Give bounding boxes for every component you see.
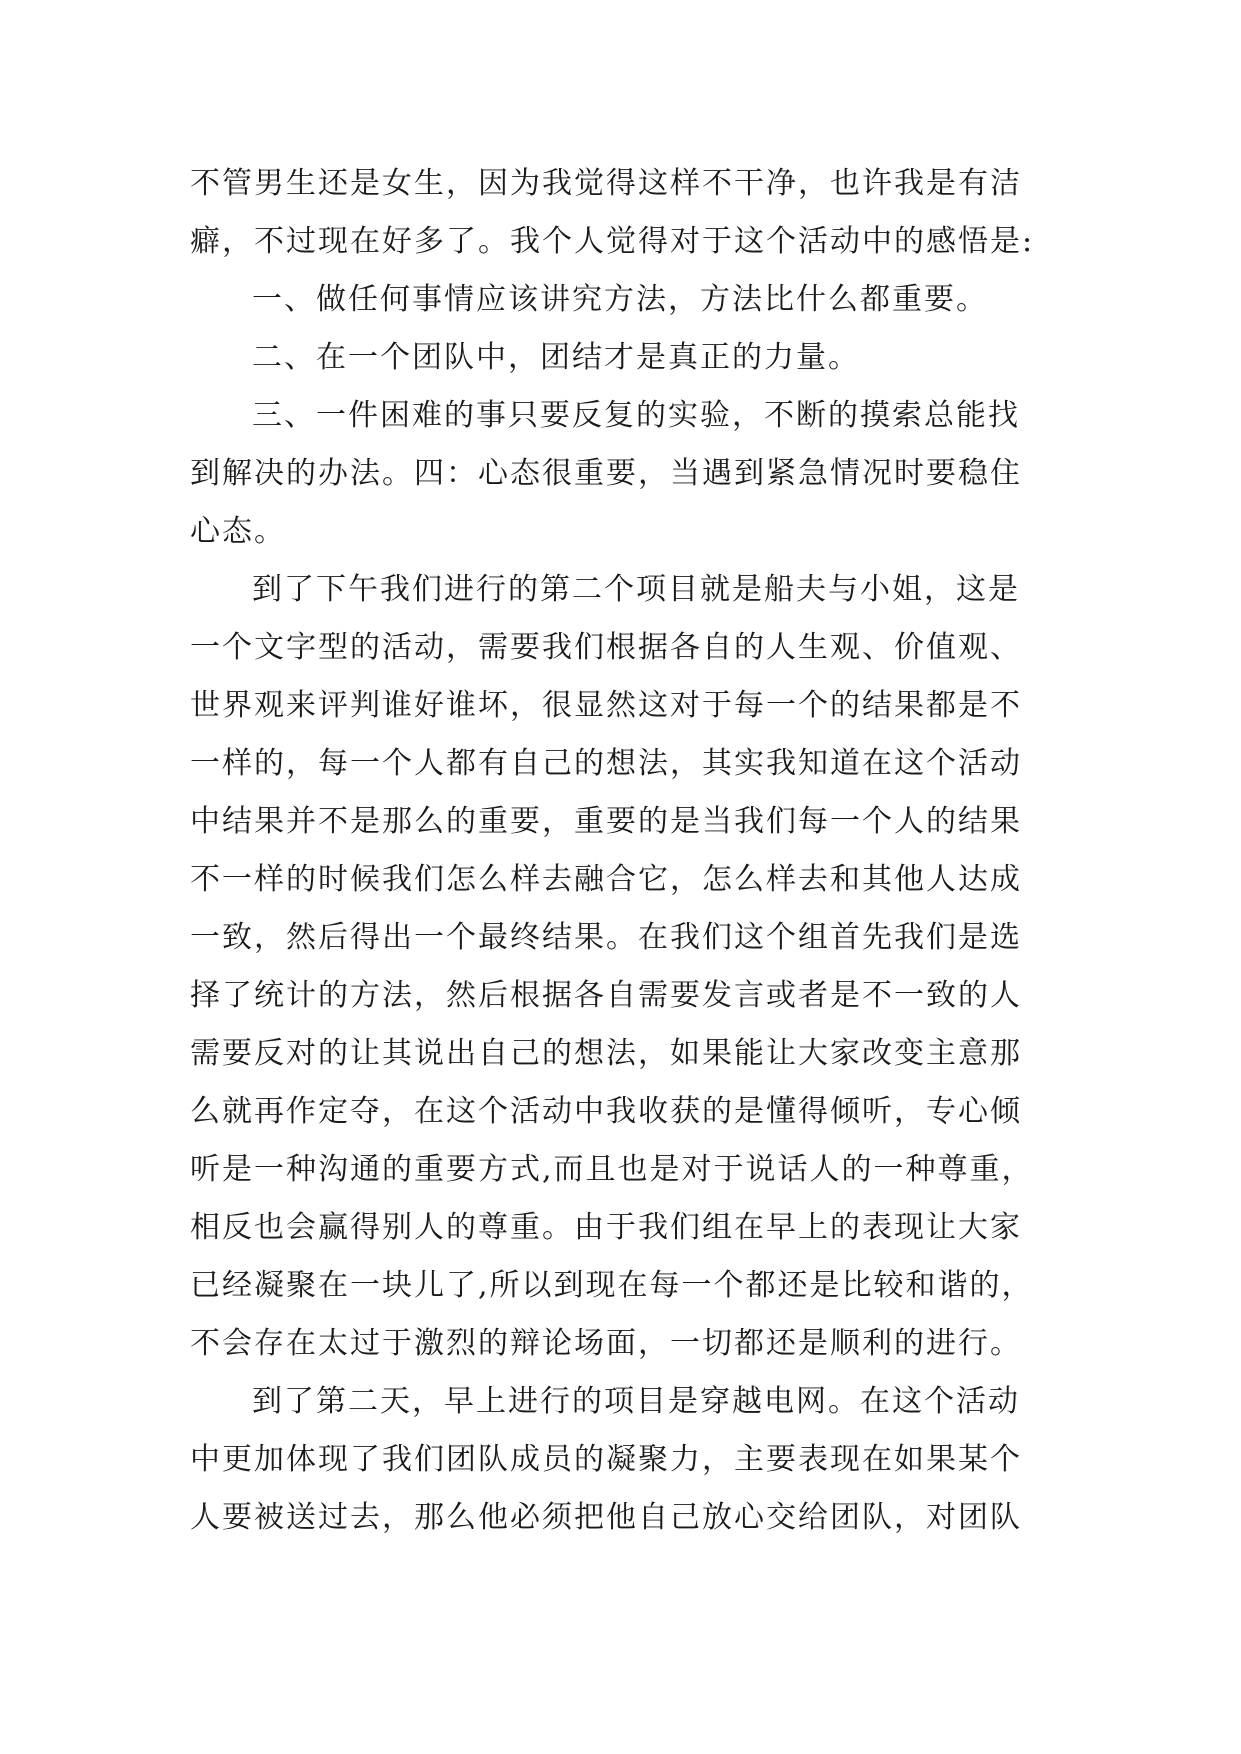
text-line: 不一样的时候我们怎么样去融合它，怎么样去和其他人达成	[190, 862, 1022, 897]
text-line: 不会存在太过于激烈的辩论场面，一切都还是顺利的进行。	[190, 1326, 1022, 1361]
paragraph-start: 到了下午我们进行的第二个项目就是船夫与小姐，这是	[252, 572, 1020, 607]
body-text	[190, 155, 1050, 1547]
text-line: 一样的，每一个人都有自己的想法，其实我知道在这个活动	[190, 746, 1022, 781]
list-item: 二、在一个团队中，团结才是真正的力量。	[252, 340, 860, 375]
text-line: 中更加体现了我们团队成员的凝聚力，主要表现在如果某个	[190, 1442, 1022, 1477]
text-line: 癖，不过现在好多了。我个人觉得对于这个活动中的感悟是:	[190, 224, 1035, 259]
text-line: 心态。	[190, 514, 286, 549]
text-line: 世界观来评判谁好谁坏，很显然这对于每一个的结果都是不	[190, 688, 1022, 723]
text-line: 不管男生还是女生，因为我觉得这样不干净，也许我是有洁	[190, 166, 1022, 201]
text-line: 已经凝聚在一块儿了,所以到现在每一个都还是比较和谐的，	[190, 1268, 1034, 1303]
text-line: 需要反对的让其说出自己的想法，如果能让大家改变主意那	[190, 1036, 1022, 1071]
text-line: 听是一种沟通的重要方式,而且也是对于说话人的一种尊重，	[190, 1152, 1034, 1187]
text-line: 一个文字型的活动，需要我们根据各自的人生观、价值观、	[190, 630, 1022, 665]
text-line: 择了统计的方法，然后根据各自需要发言或者是不一致的人	[190, 978, 1022, 1013]
text-line: 到解决的办法。四：心态很重要，当遇到紧急情况时要稳住	[190, 456, 1022, 491]
text-line: 人要被送过去，那么他必须把他自己放心交给团队，对团队	[190, 1500, 1022, 1535]
list-item: 一、做任何事情应该讲究方法，方法比什么都重要。	[252, 282, 988, 317]
text-line: 么就再作定夺，在这个活动中我收获的是懂得倾听，专心倾	[190, 1094, 1022, 1129]
text-line: 相反也会赢得别人的尊重。由于我们组在早上的表现让大家	[190, 1210, 1022, 1245]
paragraph-start: 到了第二天，早上进行的项目是穿越电网。在这个活动	[252, 1384, 1020, 1419]
list-item: 三、一件困难的事只要反复的实验，不断的摸索总能找	[252, 398, 1020, 433]
text-line: 中结果并不是那么的重要，重要的是当我们每一个人的结果	[190, 804, 1022, 839]
text-line: 一致，然后得出一个最终结果。在我们这个组首先我们是选	[190, 920, 1022, 955]
